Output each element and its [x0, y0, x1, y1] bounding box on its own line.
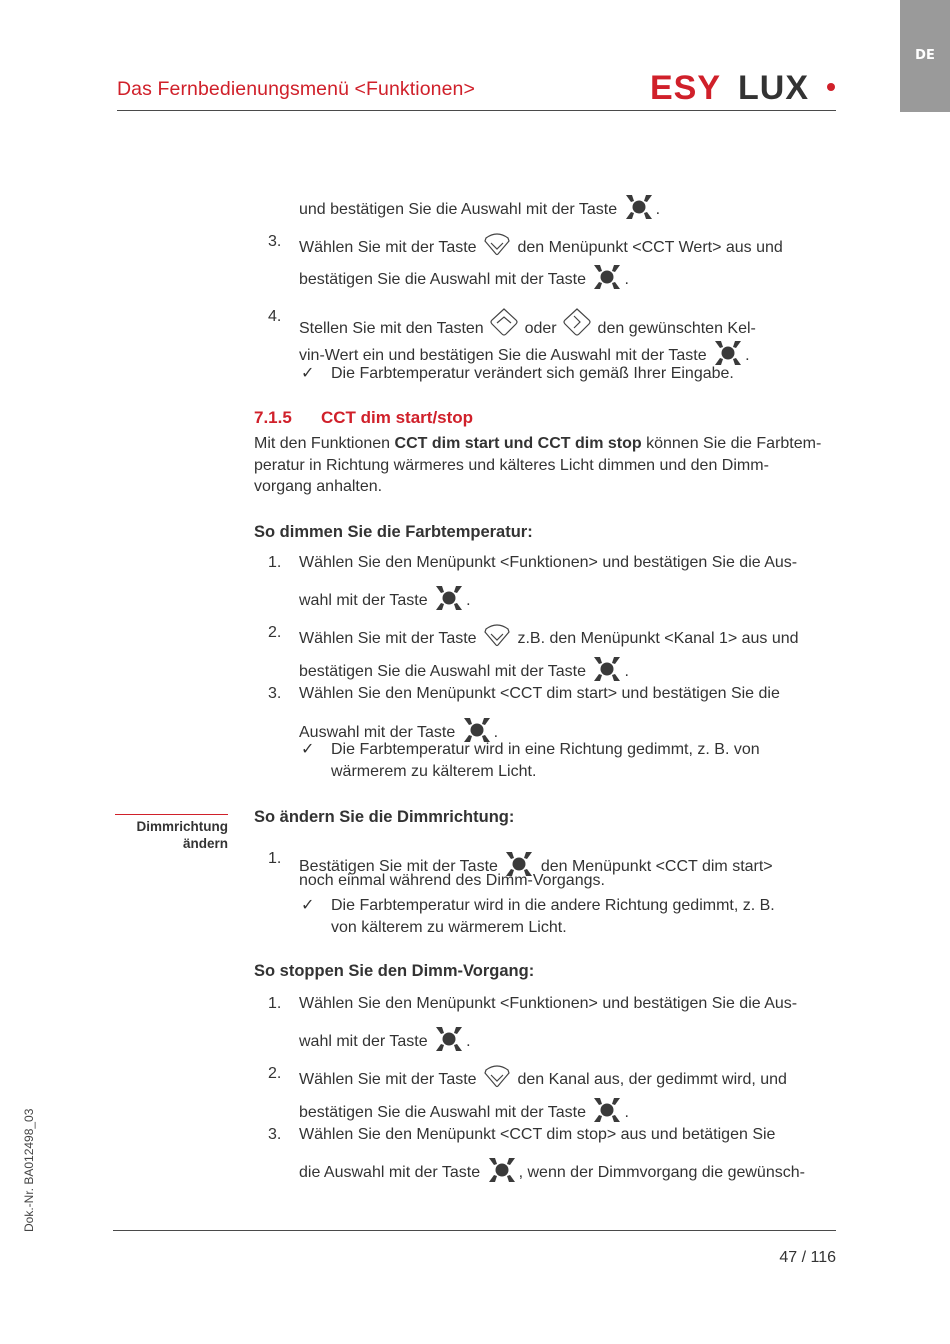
down-arrow-button-icon — [482, 232, 512, 258]
logo-esy: ESY — [650, 72, 722, 102]
step-number: 3. — [268, 1126, 282, 1143]
result-text: von kälterem zu wärmerem Licht. — [331, 919, 567, 936]
footer-divider — [113, 1230, 836, 1231]
text-line: Wählen Sie mit der Taste z.B. den Menüpunkt <Kanal 1> aus und — [299, 623, 799, 649]
step-number: 1. — [268, 995, 282, 1012]
step-number: 2. — [268, 624, 282, 641]
language-tab: DE — [900, 0, 950, 112]
confirm-button-icon — [591, 262, 623, 290]
step-number: 1. — [268, 850, 282, 867]
subheading: So stoppen Sie den Dimm-Vorgang: — [254, 962, 535, 980]
page-title: Das Fernbedienungsmenü <Funktionen> — [117, 78, 475, 100]
section-number: 7.1.5 — [254, 408, 292, 427]
function-names: CCT dim start und CCT dim stop — [394, 435, 642, 452]
confirm-button-icon — [591, 1095, 623, 1123]
intro-line: Mit den Funktionen CCT dim start und CCT dim stop können Sie die Farbtem- — [254, 435, 822, 452]
text-line: die Auswahl mit der Taste , wenn der Dimmvorgang die gewünsch- — [299, 1155, 805, 1183]
text-line: bestätigen Sie die Auswahl mit der Taste . — [299, 1095, 629, 1123]
intro-line: peratur in Richtung wärmeres und kälteres Licht dimmen und den Dimm- — [254, 457, 769, 474]
step-number: 3. — [268, 233, 282, 250]
text-line: wahl mit der Taste . — [299, 583, 471, 611]
result-text: Die Farbtemperatur wird in die andere Richtung gedimmt, z. B. — [331, 897, 775, 914]
text-line: und bestätigen Sie die Auswahl mit der Taste . — [299, 192, 660, 220]
esylux-logo — [650, 72, 840, 102]
down-arrow-button-icon — [482, 623, 512, 649]
confirm-button-icon — [623, 192, 655, 220]
down-arrow-button-icon — [482, 1064, 512, 1090]
text-line: Auswahl mit der Taste . — [299, 715, 498, 743]
confirm-button-icon — [461, 715, 493, 743]
section-title: CCT dim start/stop — [321, 408, 474, 427]
logo-lux: LUX — [738, 72, 809, 102]
check-icon: ✓ — [301, 897, 315, 914]
text-line: wahl mit der Taste . — [299, 1024, 471, 1052]
document-number: Dok.-Nr. BA012498_03 — [22, 1108, 36, 1232]
confirm-button-icon — [433, 583, 465, 611]
side-label-rule — [115, 814, 228, 815]
text-line: Wählen Sie den Menüpunkt <CCT dim start> und bestätigen Sie die — [299, 685, 780, 702]
text-line: Bestätigen Sie mit der Taste den Menüpunkt <CCT dim start> — [299, 849, 773, 877]
text-line: bestätigen Sie die Auswahl mit der Taste . — [299, 262, 629, 290]
step-number: 2. — [268, 1065, 282, 1082]
intro-line: vorgang anhalten. — [254, 478, 383, 495]
confirm-button-icon — [591, 654, 623, 682]
subheading: So dimmen Sie die Farbtemperatur: — [254, 523, 533, 541]
result-text: Die Farbtemperatur verändert sich gemäß Ihrer Eingabe. — [331, 365, 734, 382]
subheading: So ändern Sie die Dimmrichtung: — [254, 808, 515, 826]
text-line: noch einmal während des Dimm-Vorgangs. — [299, 872, 605, 889]
confirm-button-icon — [486, 1155, 518, 1183]
text-line: Wählen Sie den Menüpunkt <Funktionen> und bestätigen Sie die Aus- — [299, 554, 798, 571]
step-number: 4. — [268, 308, 282, 325]
confirm-button-icon — [712, 338, 744, 366]
text-line: vin-Wert ein und bestätigen Sie die Auswahl mit der Taste . — [299, 338, 750, 366]
up-arrow-button-icon — [489, 307, 519, 339]
logo-dot — [827, 83, 835, 91]
right-arrow-button-icon — [562, 307, 592, 339]
text-line: Wählen Sie den Menüpunkt <Funktionen> und bestätigen Sie die Aus- — [299, 995, 798, 1012]
step-number: 3. — [268, 685, 282, 702]
side-label: Dimmrichtung ändern — [136, 819, 228, 851]
page-number: 47 / 116 — [779, 1249, 836, 1266]
header-divider — [117, 110, 836, 111]
check-icon: ✓ — [301, 365, 315, 382]
text-line: Wählen Sie mit der Taste den Menüpunkt <CCT Wert> aus und — [299, 232, 783, 258]
check-icon: ✓ — [301, 741, 315, 758]
step-number: 1. — [268, 554, 282, 571]
text-line: bestätigen Sie die Auswahl mit der Taste . — [299, 654, 629, 682]
result-text: wärmerem zu kälterem Licht. — [331, 763, 537, 780]
text-line: Wählen Sie mit der Taste den Kanal aus, der gedimmt wird, und — [299, 1064, 787, 1090]
text-line: Wählen Sie den Menüpunkt <CCT dim stop> aus und betätigen Sie — [299, 1126, 776, 1143]
result-text: Die Farbtemperatur wird in eine Richtung gedimmt, z. B. von — [331, 741, 760, 758]
text-line: Stellen Sie mit den Tasten oder den gewünschten Kel- — [299, 307, 756, 339]
confirm-button-icon — [433, 1024, 465, 1052]
